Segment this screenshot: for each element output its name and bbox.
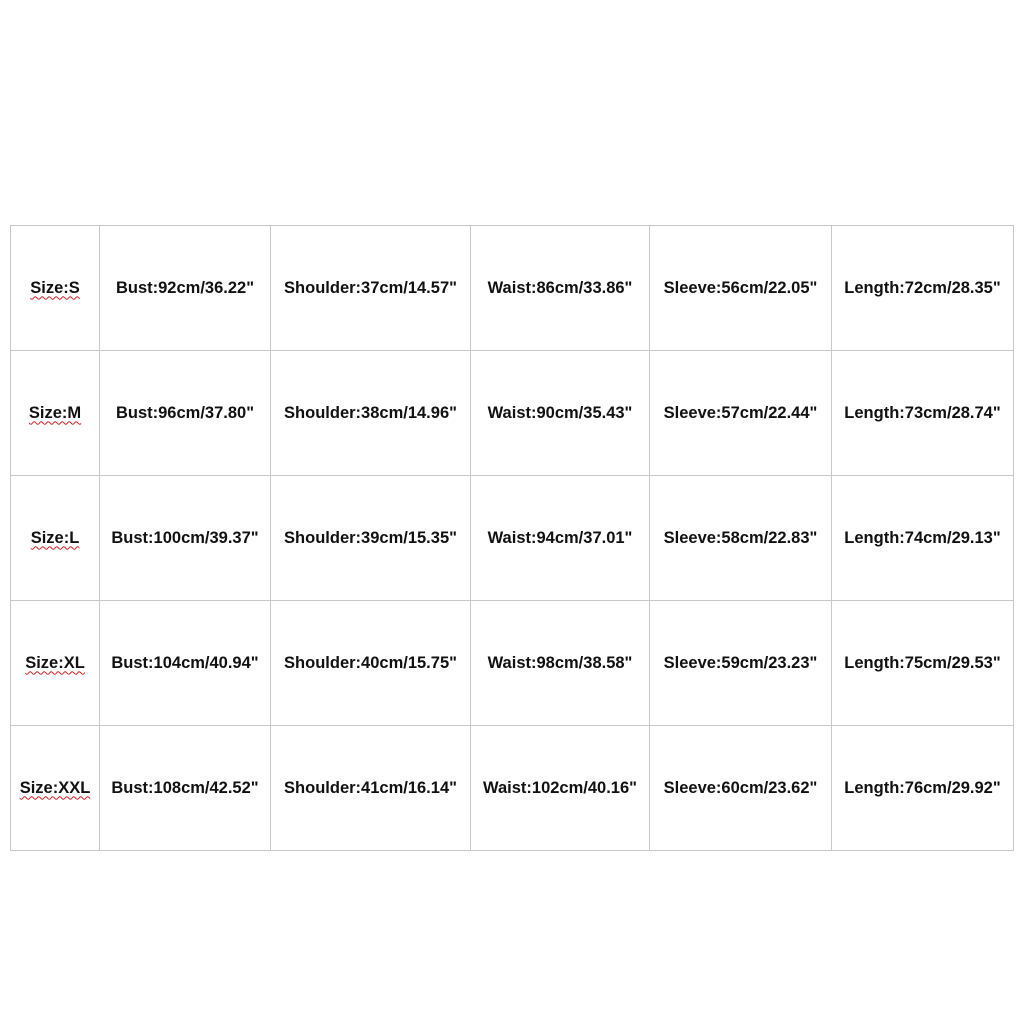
length-cell: Length:76cm/29.92"	[832, 726, 1014, 851]
size-chart-table	[10, 225, 1014, 851]
size-label: Size:S	[30, 278, 80, 297]
table-row	[11, 601, 1014, 726]
table-row	[11, 226, 1014, 351]
sleeve-cell: Sleeve:60cm/23.62"	[650, 726, 832, 851]
waist-cell: Waist:90cm/35.43"	[471, 351, 650, 476]
shoulder-cell: Shoulder:37cm/14.57"	[271, 226, 471, 351]
bust-cell: Bust:96cm/37.80"	[100, 351, 271, 476]
table-row	[11, 351, 1014, 476]
size-cell	[11, 226, 100, 351]
table-row	[11, 726, 1014, 851]
shoulder-cell: Shoulder:38cm/14.96"	[271, 351, 471, 476]
shoulder-cell: Shoulder:41cm/16.14"	[271, 726, 471, 851]
bust-cell: Bust:92cm/36.22"	[100, 226, 271, 351]
length-cell: Length:73cm/28.74"	[832, 351, 1014, 476]
bust-cell: Bust:104cm/40.94"	[100, 601, 271, 726]
bust-cell: Bust:100cm/39.37"	[100, 476, 271, 601]
sleeve-cell: Sleeve:56cm/22.05"	[650, 226, 832, 351]
length-cell: Length:75cm/29.53"	[832, 601, 1014, 726]
waist-cell: Waist:86cm/33.86"	[471, 226, 650, 351]
length-cell: Length:74cm/29.13"	[832, 476, 1014, 601]
shoulder-cell: Shoulder:39cm/15.35"	[271, 476, 471, 601]
size-cell	[11, 351, 100, 476]
bust-cell: Bust:108cm/42.52"	[100, 726, 271, 851]
shoulder-cell: Shoulder:40cm/15.75"	[271, 601, 471, 726]
size-cell	[11, 726, 100, 851]
size-label: Size:XL	[25, 653, 85, 672]
table-row	[11, 476, 1014, 601]
size-label: Size:L	[30, 528, 80, 547]
waist-cell: Waist:98cm/38.58"	[471, 601, 650, 726]
size-cell	[11, 601, 100, 726]
sleeve-cell: Sleeve:58cm/22.83"	[650, 476, 832, 601]
size-label: Size:XXL	[19, 778, 91, 797]
size-label: Size:M	[28, 403, 82, 422]
length-cell: Length:72cm/28.35"	[832, 226, 1014, 351]
sleeve-cell: Sleeve:59cm/23.23"	[650, 601, 832, 726]
waist-cell: Waist:94cm/37.01"	[471, 476, 650, 601]
size-cell	[11, 476, 100, 601]
waist-cell: Waist:102cm/40.16"	[471, 726, 650, 851]
sleeve-cell: Sleeve:57cm/22.44"	[650, 351, 832, 476]
